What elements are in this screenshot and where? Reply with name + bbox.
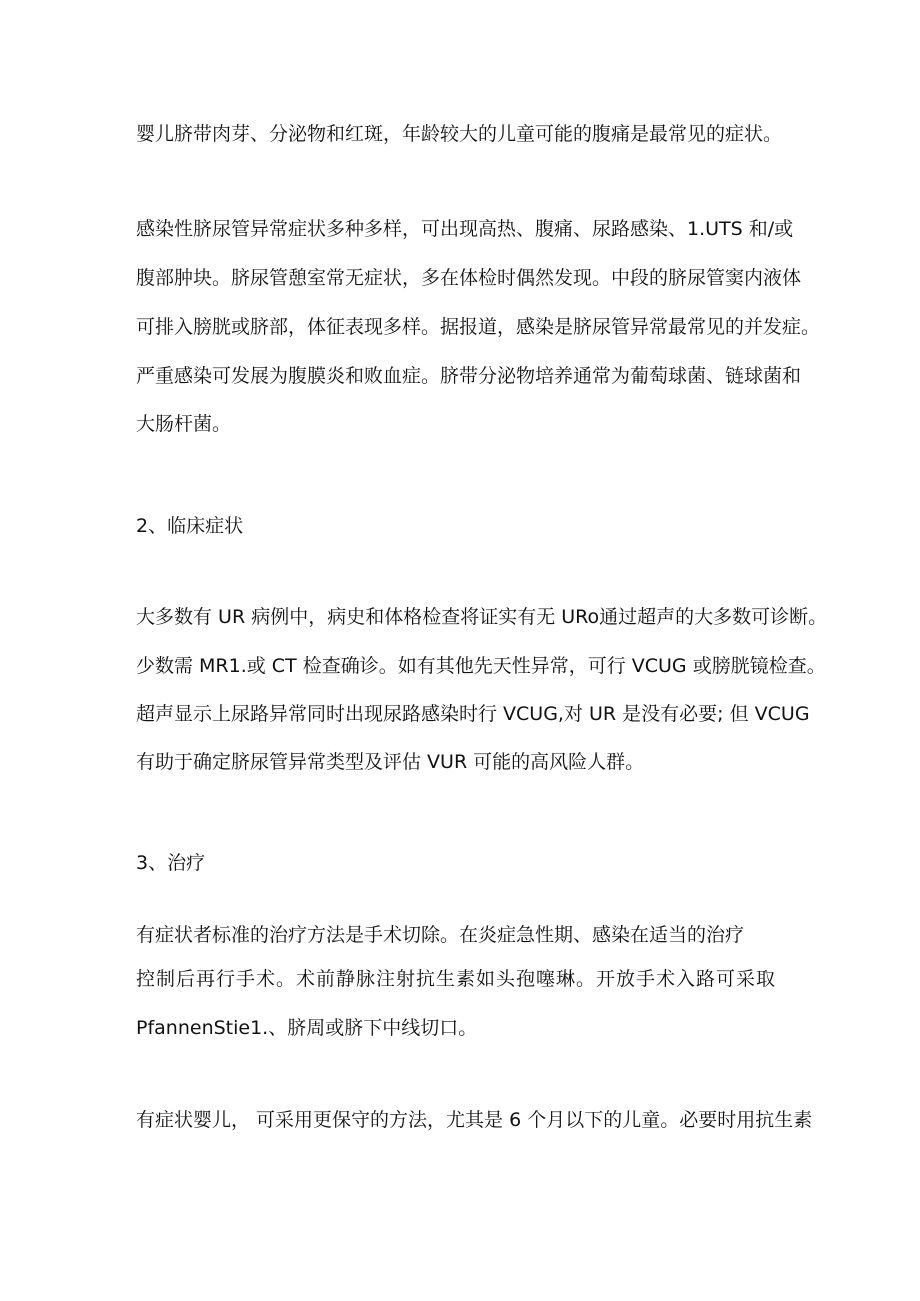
paragraph-line: 有助于确定脐尿管异常类型及评估 VUR 可能的高风险人群。	[136, 751, 645, 773]
paragraph-line: 有症状者标准的治疗方法是手术切除。在炎症急性期、感染在适当的治疗	[136, 924, 745, 946]
paragraph-line: 腹部肿块。脐尿管憩室常无症状，多在体检时偶然发现。中段的脐尿管窦内液体	[136, 267, 802, 289]
paragraph-line: 婴儿脐带肉芽、分泌物和红斑，年龄较大的儿童可能的腹痛是最常见的症状。	[136, 123, 783, 145]
paragraph-line: 感染性脐尿管异常症状多种多样，可出现高热、腹痛、尿路感染、1.UTS 和/或	[136, 218, 794, 240]
paragraph-line: 大肠杆菌。	[136, 413, 232, 435]
section-heading: 3、治疗	[136, 852, 206, 874]
paragraph-line: 有症状婴儿， 可采用更保守的方法，尤其是 6 个月以下的儿童。必要时用抗生素	[136, 1109, 813, 1131]
paragraph-line: 可排入膀胱或脐部，体征表现多样。据报道，感染是脐尿管异常最常见的并发症。	[136, 316, 821, 338]
paragraph-line: 少数需 MR1.或 CT 检查确诊。如有其他先天性异常，可行 VCUG 或膀胱镜检查。	[136, 655, 826, 677]
paragraph-line: PfannenStie1.、脐周或脐下中线切口。	[136, 1017, 478, 1039]
paragraph-line: 严重感染可发展为腹膜炎和败血症。脐带分泌物培养通常为葡萄球菌、链球菌和	[136, 365, 802, 387]
section-heading: 2、临床症状	[136, 515, 244, 537]
paragraph-line: 超声显示上尿路异常同时出现尿路感染时行 VCUG,对 UR 是没有必要; 但 VCUG	[136, 703, 810, 725]
paragraph-line: 控制后再行手术。术前静脉注射抗生素如头孢噻琳。开放手术入路可采取	[136, 968, 777, 990]
paragraph-line: 大多数有 UR 病例中，病史和体格检查将证实有无 URo通过超声的大多数可诊断。	[136, 606, 828, 628]
